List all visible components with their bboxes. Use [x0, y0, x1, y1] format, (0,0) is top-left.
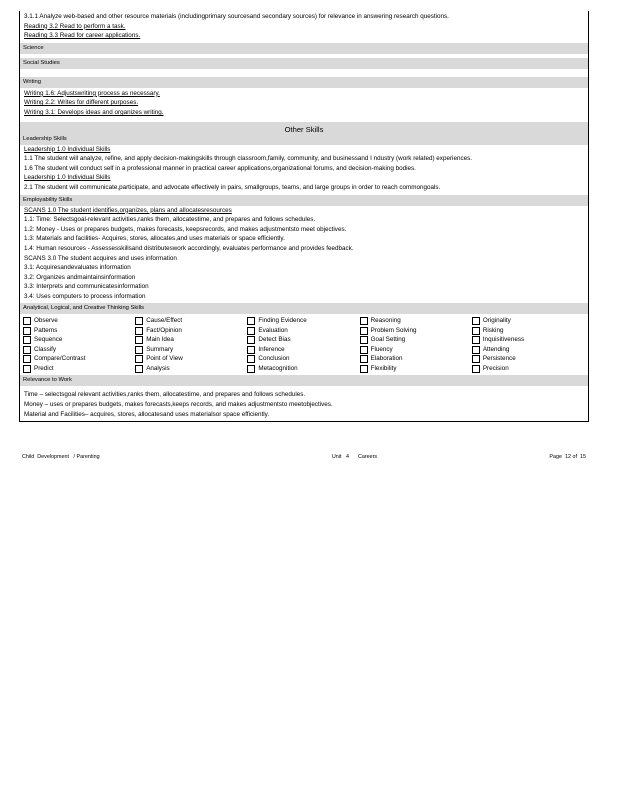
skill-checkbox[interactable] — [23, 364, 135, 374]
checkbox-icon[interactable] — [135, 365, 143, 373]
skill-label: Summary — [146, 345, 174, 353]
skill-label: Fact/Opinion — [146, 326, 182, 334]
skill-label: Compare/Contrast — [34, 355, 86, 363]
employability-line: 1.1: Time: Selectsgoal-relevant activities,ranks them, allocatestime, and prepares and follows schedules. — [24, 216, 316, 224]
employability-line: 3.3: Interprets and communicatesinformation — [24, 283, 149, 291]
footer-course: Child Development / Parenting — [22, 454, 100, 460]
science-header: Science — [20, 43, 588, 54]
leadership-line: 1.6 The student will conduct self in a professional manner in practical career applications,organizational forums, and decision-making bodies. — [24, 164, 416, 172]
skill-checkbox[interactable] — [23, 335, 135, 345]
skill-checkbox[interactable] — [23, 345, 135, 355]
thinking-skills-checklist — [20, 314, 588, 375]
skill-checkbox[interactable] — [247, 326, 359, 336]
skill-label: Inquisitiveness — [482, 336, 525, 344]
standard-line: 3.1.1 Analyze web-based and other resource materials (includingprimary sourcesand secondary sources) for relevance in answering research questions. — [24, 13, 449, 20]
employability-line: 3.4: Uses computers to process information — [24, 292, 146, 300]
checkbox-column — [247, 316, 359, 373]
reading-block — [20, 11, 588, 43]
footer-page-number: Page 12 of 15 — [549, 454, 586, 460]
relevance-block — [20, 386, 588, 422]
skill-label: Finding Evidence — [258, 317, 307, 325]
skill-checkbox[interactable] — [135, 326, 247, 336]
leadership-block — [20, 145, 588, 195]
skill-label: Problem Solving — [370, 326, 417, 334]
checkbox-icon[interactable] — [23, 355, 31, 363]
skill-label: Reasoning — [370, 317, 401, 325]
page-footer — [22, 453, 586, 463]
skill-checkbox[interactable] — [472, 364, 584, 374]
checkbox-icon[interactable] — [247, 365, 255, 373]
skill-checkbox[interactable] — [135, 316, 247, 326]
employability-line: 1.3: Materials and facilities- Acquires, stores, allocates,and uses materials or space efficiently. — [24, 235, 285, 243]
skill-checkbox[interactable] — [23, 326, 135, 336]
skill-checkbox[interactable] — [247, 335, 359, 345]
relevance-line: Time – selectsgoal relevant activities,ranks them, allocatestime, and prepares and follows schedules. — [24, 391, 306, 399]
skill-checkbox[interactable] — [472, 354, 584, 364]
skill-label: Classify — [34, 345, 57, 353]
skill-label: Cause/Effect — [146, 317, 183, 325]
checkbox-icon[interactable] — [135, 317, 143, 325]
skill-label: Observe — [34, 317, 58, 325]
checkbox-icon[interactable] — [360, 355, 368, 363]
checkbox-column — [23, 316, 135, 373]
skill-label: Persistence — [482, 355, 516, 363]
skill-label: Main Idea — [146, 336, 174, 344]
employability-line: 1.2: Money - Uses or prepares budgets, makes forecasts, keepsrecords, and makes adjustmentsto meet objectives. — [24, 225, 347, 233]
checkbox-icon[interactable] — [247, 336, 255, 344]
skill-label: Goal Setting — [370, 336, 406, 344]
checkbox-icon[interactable] — [360, 346, 368, 354]
checkbox-icon[interactable] — [472, 336, 480, 344]
relevance-header: Relevance to Work — [20, 375, 588, 386]
skill-label: Fluency — [370, 345, 393, 353]
checkbox-icon[interactable] — [360, 317, 368, 325]
checkbox-icon[interactable] — [23, 317, 31, 325]
skill-checkbox[interactable] — [360, 335, 472, 345]
skill-label: Elaboration — [370, 355, 403, 363]
skill-checkbox[interactable] — [247, 354, 359, 364]
skill-checkbox[interactable] — [247, 316, 359, 326]
writing-block — [20, 88, 588, 120]
employability-line: SCANS 3.0 The student acquires and uses information — [24, 254, 177, 262]
skill-label: Originality — [482, 317, 511, 325]
checkbox-icon[interactable] — [23, 327, 31, 335]
footer-unit: Unit 4 Careers — [331, 454, 378, 460]
skill-label: Conclusion — [258, 355, 290, 363]
checkbox-icon[interactable] — [472, 327, 480, 335]
checkbox-column — [360, 316, 472, 373]
employability-line: 3.1: Acquiresandevaluates information — [24, 264, 131, 272]
skill-label: Flexibility — [370, 364, 397, 372]
skill-checkbox[interactable] — [472, 326, 584, 336]
skill-label: Metacognition — [258, 364, 298, 372]
checkbox-icon[interactable] — [23, 365, 31, 373]
checkbox-icon[interactable] — [23, 336, 31, 344]
skill-label: Inference — [258, 345, 285, 353]
checkbox-column — [135, 316, 247, 373]
relevance-line: Material and Facilities– acquires, stores, allocatesand uses materialsor space efficiently. — [24, 410, 270, 418]
checkbox-icon[interactable] — [472, 365, 480, 373]
employability-line[interactable]: SCANS 1.0 The student identifies,organizes, plans and allocatesresources — [24, 206, 232, 214]
leadership-line: 2.1 The student will communicate,participate, and advocate effectively in pairs, smallgroups, teams, and large groups in order to reach commongoals. — [24, 183, 441, 191]
checkbox-icon[interactable] — [135, 336, 143, 344]
skill-label: Patterns — [34, 326, 58, 334]
skill-checkbox[interactable] — [360, 316, 472, 326]
skill-checkbox[interactable] — [360, 326, 472, 336]
skill-label: Analysis — [146, 364, 170, 372]
leadership-line[interactable]: Leadership 1.0 Individual Skills — [24, 145, 111, 153]
skill-checkbox[interactable] — [23, 354, 135, 364]
employability-line: 1.4: Human resources - Assessesskillsand distributeswork accordingly, evaluates performance and provides feedback. — [24, 244, 354, 252]
checkbox-icon[interactable] — [360, 327, 368, 335]
skill-label: Risking — [482, 326, 504, 334]
social-studies-header: Social Studies — [20, 58, 588, 69]
skill-checkbox[interactable] — [135, 335, 247, 345]
leadership-header: Leadership Skills — [20, 134, 588, 145]
skill-checkbox[interactable] — [23, 316, 135, 326]
skill-checkbox[interactable] — [360, 354, 472, 364]
writing-standard-link[interactable]: Writing 1.6: Adjustswriting process as necessary. — [24, 89, 160, 97]
checkbox-column — [472, 316, 584, 373]
checkbox-icon[interactable] — [472, 346, 480, 354]
skill-label: Predict — [34, 364, 54, 372]
leadership-line[interactable]: Leadership 1.0 Individual Skills — [24, 174, 111, 182]
relevance-line: Money – uses or prepares budgets, makes forecasts,keeps records, and makes adjustmentsto meetobjectives. — [24, 401, 333, 409]
checkbox-icon[interactable] — [135, 327, 143, 335]
skill-checkbox[interactable] — [360, 345, 472, 355]
skill-checkbox[interactable] — [247, 364, 359, 374]
standard-line[interactable]: Reading 3.3 Read for career applications. — [24, 32, 141, 40]
employability-line: 3.2: Organizes andmaintainsinformation — [24, 273, 136, 281]
checkbox-icon[interactable] — [247, 317, 255, 325]
skill-label: Sequence — [34, 336, 63, 344]
standard-line[interactable]: Reading 3.2 Read to perform a task. — [24, 22, 126, 30]
writing-standard-link[interactable]: Writing 3.1: Develops ideas and organizes writing. — [24, 108, 164, 116]
skill-label: Attending — [482, 345, 510, 353]
document-table — [19, 11, 589, 422]
skill-label: Detect Bias — [258, 336, 291, 344]
checkbox-icon[interactable] — [135, 346, 143, 354]
writing-header: Writing — [20, 77, 588, 88]
checkbox-icon[interactable] — [23, 346, 31, 354]
skill-label: Point of View — [146, 355, 183, 363]
checkbox-icon[interactable] — [247, 327, 255, 335]
checkbox-icon[interactable] — [472, 317, 480, 325]
skill-checkbox[interactable] — [135, 354, 247, 364]
skill-checkbox[interactable] — [247, 345, 359, 355]
employability-header: Employability Skills — [20, 195, 588, 206]
skill-checkbox[interactable] — [472, 345, 584, 355]
skill-checkbox[interactable] — [135, 364, 247, 374]
checkbox-icon[interactable] — [360, 336, 368, 344]
checkbox-icon[interactable] — [247, 346, 255, 354]
checkbox-icon[interactable] — [247, 355, 255, 363]
skill-checkbox[interactable] — [135, 345, 247, 355]
other-skills-header: Other Skills — [20, 122, 588, 138]
checkbox-icon[interactable] — [135, 355, 143, 363]
employability-block — [20, 206, 588, 304]
writing-standard-link[interactable]: Writing 2.2: Writes for different purposes. — [24, 99, 139, 107]
thinking-skills-header: Analytical, Logical, and Creative Thinking Skills — [20, 303, 588, 314]
skill-checkbox[interactable] — [360, 364, 472, 374]
skill-label: Precision — [482, 364, 509, 372]
skill-checkbox[interactable] — [472, 316, 584, 326]
skill-checkbox[interactable] — [472, 335, 584, 345]
checkbox-icon[interactable] — [360, 365, 368, 373]
checkbox-icon[interactable] — [472, 355, 480, 363]
skill-label: Evaluation — [258, 326, 288, 334]
leadership-line: 1.1 The student will analyze, refine, and apply decision-makingskills through classroom,family, community, and businessand I ndustry (work related) experiences. — [24, 155, 472, 163]
